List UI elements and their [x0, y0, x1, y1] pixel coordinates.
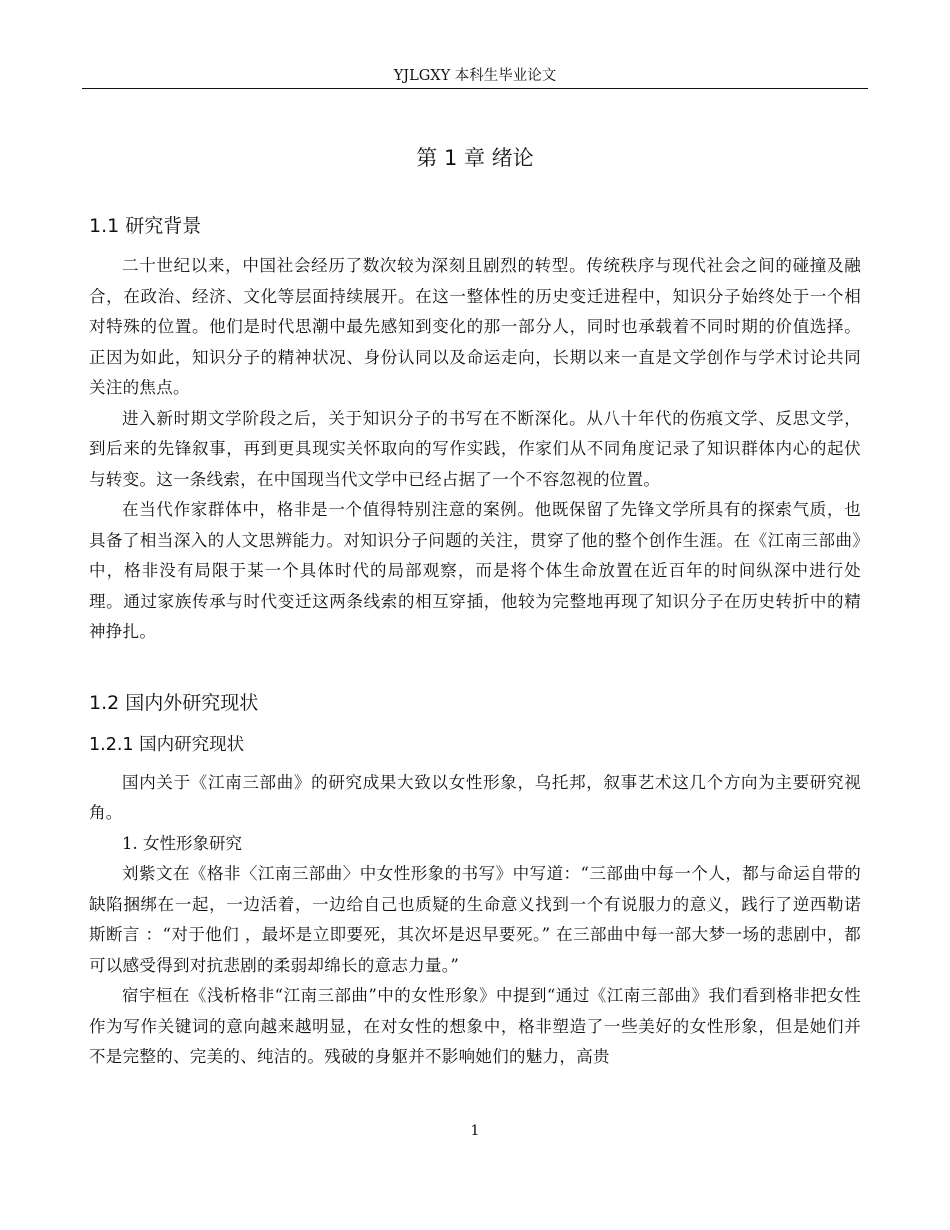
page-body — [89, 143, 861, 1073]
paragraph: 二十世纪以来，中国社会经历了数次较为深刻且剧烈的转型。传统秩序与现代社会之间的碰撞及融合，在政治、经济、文化等层面持续展开。在这一整体性的历史变迁进程中，知识分子始终处于一个相对特殊的位置。他们是时代思潮中最先感知到变化的那一部分人，同时也承载着不同时期的价值选择。正因为如此，知识分子的精神状况、身份认同以及命运走向，长期以来一直是文学创作与学术讨论共同关注的焦点。 — [89, 256, 861, 397]
list-item-label: 1. 女性形象研究 — [122, 833, 242, 853]
subsection-heading-domestic-research: 1.2.1 国内研究现状 — [89, 734, 245, 755]
paragraph: 在当代作家群体中，格非是一个值得特别注意的案例。他既保留了先锋文学所具有的探索气质，也具备了相当深入的人文思辨能力。对知识分子问题的关注，贯穿了他的整个创作生涯。在《江南三部曲》中，格非没有局限于某一个具体时代的局部观察，而是将个体生命放置在近百年的时间纵深中进行处理。通过家族传承与时代变迁这两条线索的相互穿插，他较为完整地再现了知识分子在历史转折中的精神挣扎。 — [89, 500, 861, 641]
paragraph: 国内关于《江南三部曲》的研究成果大致以女性形象，乌托邦，叙事艺术这几个方向为主要研究视角。 — [89, 772, 861, 822]
header-rule — [82, 88, 868, 89]
section-heading-research-background: 1.1 研究背景 — [89, 215, 202, 237]
page-number: 1 — [470, 1123, 480, 1139]
paragraph: 进入新时期文学阶段之后，关于知识分子的书写在不断深化。从八十年代的伤痕文学、反思文学，到后来的先锋叙事，再到更具现实关怀取向的写作实践，作家们从不同角度记录了知识群体内心的起伏与转变。这一条线索，在中国现当代文学中已经占据了一个不容忽视的位置。 — [89, 408, 861, 489]
paragraph: 宿宇桓在《浅析格非“江南三部曲”中的女性形象》中提到“通过《江南三部曲》我们看到格非把女性作为写作关键词的意向越来越明显，在对女性的想象中，格非塑造了一些美好的女性形象，但是她们并不是完整的、完美的、纯洁的。残破的身躯并不影响她们的魅力，高贵 — [89, 986, 861, 1066]
chapter-title: 第 1 章 绪论 — [416, 146, 534, 170]
section-heading-research-status: 1.2 国内外研究现状 — [89, 691, 259, 714]
paragraph: 刘紫文在《格非〈江南三部曲〉中女性形象的书写》中写道：“三部曲中每一个人，都与命运自带的缺陷捆绑在一起，一边活着，一边给自己也质疑的生命意义找到一个有说服力的意义，践行了逆西勒诺斯断言 ：“对于他们 ，最坏是立即要死，其次坏是迟早要死。” 在三部曲中每一部大梦一场的悲剧中，都可以感受得到对抗悲剧的柔弱却绵长的意志力量。” — [89, 864, 861, 975]
running-header: YJLGXY 本科生毕业论文 — [393, 68, 557, 84]
